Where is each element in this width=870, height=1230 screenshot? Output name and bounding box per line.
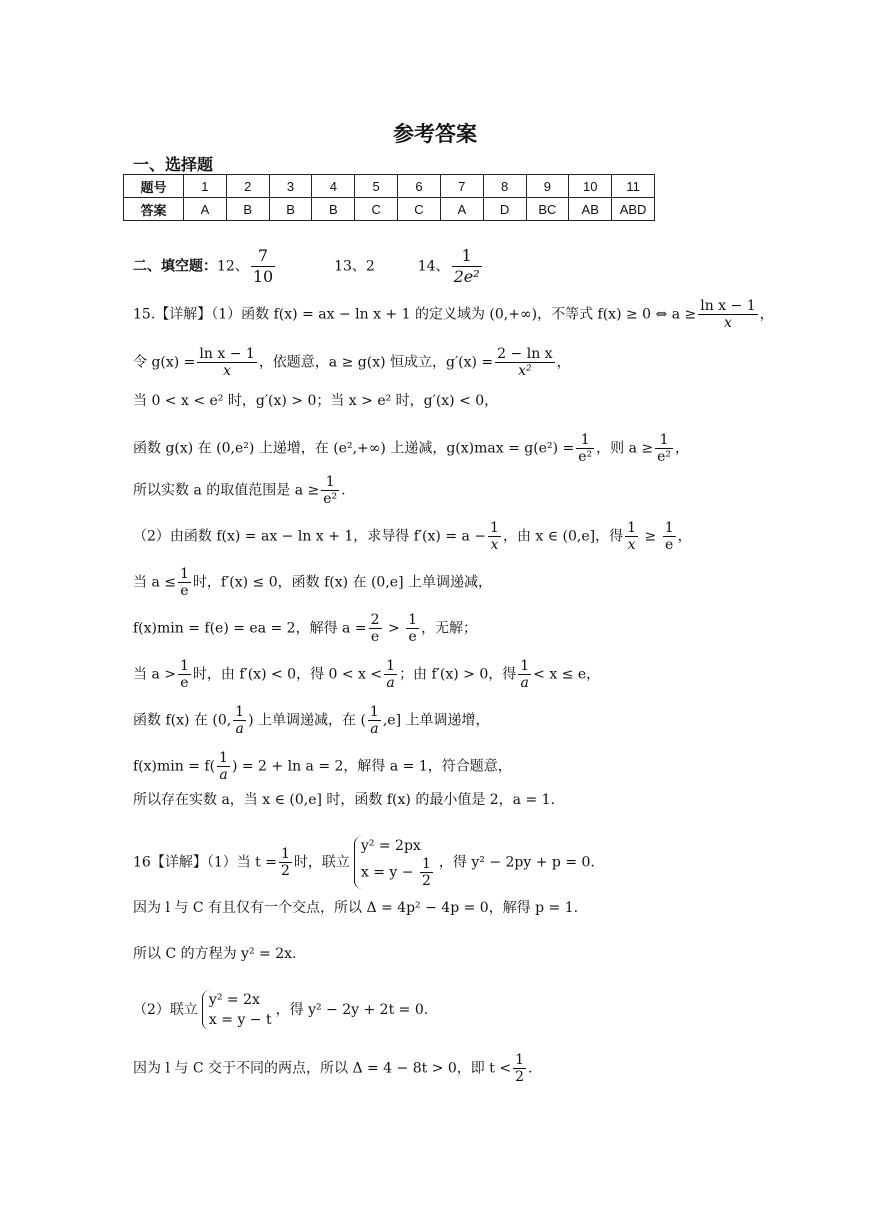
- fraction: $\frac{1}{e}$: [179, 658, 189, 691]
- q14-label: 14、: [417, 258, 450, 275]
- page-title: 参考答案: [393, 121, 477, 146]
- table-cell: 11: [612, 175, 655, 198]
- q12-fraction: $\frac{7}{10}$: [252, 246, 274, 286]
- table-cell: 5: [355, 175, 398, 198]
- table-cell: 4: [312, 175, 355, 198]
- fraction: $\frac{1}{a}$: [235, 704, 245, 737]
- equation-system: y² = 2x x = y − t: [202, 990, 272, 1030]
- q15-line-1: 15.【详解】（1）函数 f(x) = ax − ln x + 1 的定义域为 (0,+∞)，不等式 f(x) ≥ 0 ⇔ a ≥ $\frac{\text{ln x − 1}}{x}$ ，: [133, 298, 774, 331]
- fraction: $\frac{1}{2}$: [280, 846, 290, 879]
- q15-line-10: 函数 f(x) 在 (0, $\frac{1}{a}$ ) 上单调递减，在 ( $\frac{1}{a}$ ,e] 上单调递增，: [133, 704, 490, 737]
- row-label: 答案: [124, 198, 184, 221]
- q12-label: 12、: [217, 258, 249, 275]
- table-cell: 2: [226, 175, 269, 198]
- fraction: $\frac{\text{2 − ln x}}{\text{x²}}$: [497, 346, 553, 379]
- table-cell: B: [226, 198, 269, 221]
- table-cell: 8: [483, 175, 526, 198]
- fraction: $\frac{2}{e}$: [370, 612, 380, 645]
- q16-line-1: 16【详解】（1）当 t = $\frac{1}{2}$ 时，联立 y² = 2px x = y − $\frac{1}{2}$ ，得 y² − 2py + p = 0.: [133, 838, 595, 889]
- q15-line-6: （2）由函数 f(x) = ax − ln x + 1，求导得 f′(x) = a − $\frac{1}{x}$ ，由 x ∈ (0,e]，得 $\frac{1}{x}$ ≥ $\frac{1}{e}$ ，: [133, 520, 692, 553]
- fraction: $\frac{\text{ln x − 1}}{x}$: [700, 298, 756, 331]
- table-cell: 7: [440, 175, 483, 198]
- q15-line-3: 当 0 < x < e² 时，g′(x) > 0；当 x > e² 时，g′(x) < 0，: [133, 393, 499, 409]
- table-cell: B: [269, 198, 312, 221]
- fraction: $\frac{1}{x}$: [490, 520, 499, 553]
- q14-fraction: $\frac{1}{\text{2e²}}$: [453, 246, 480, 286]
- fraction: $\frac{1}{\text{e²}}$: [578, 432, 593, 465]
- q16-line-3: 所以 C 的方程为 y² = 2x.: [133, 946, 297, 962]
- table-cell: BC: [526, 198, 569, 221]
- table-row-answers: [124, 198, 655, 221]
- table-cell: A: [184, 198, 227, 221]
- table-cell: 9: [526, 175, 569, 198]
- fraction: $\frac{1}{e}$: [179, 566, 189, 599]
- table-cell: D: [483, 198, 526, 221]
- section-heading-fill: 二、填空题：: [133, 258, 217, 275]
- fraction: $\frac{1}{a}$: [520, 658, 530, 691]
- q15-line-7: 当 a ≤ $\frac{1}{e}$ 时，f′(x) ≤ 0，函数 f(x) 在 (0,e] 上单调递减，: [133, 566, 492, 599]
- q15-line-12: 所以存在实数 a，当 x ∈ (0,e] 时，函数 f(x) 的最小值是 2，a = 1.: [133, 792, 556, 808]
- q13-answer: 13、2: [334, 258, 375, 275]
- table-cell: ABD: [612, 198, 655, 221]
- answer-table: [123, 174, 655, 221]
- fraction: $\frac{1}{\text{e²}}$: [657, 432, 672, 465]
- section-heading-choice: 一、选择题: [133, 155, 214, 174]
- fraction: $\frac{1}{a}$: [219, 750, 228, 783]
- fraction: $\frac{1}{2}$: [421, 856, 431, 889]
- fraction: $\frac{1}{e}$: [408, 612, 418, 645]
- table-cell: AB: [569, 198, 612, 221]
- fraction: $\frac{1}{2}$: [515, 1052, 524, 1085]
- q15-line-8: f(x)min = f(e) = ea = 2，解得 a = $\frac{2}{e}$ > $\frac{1}{e}$ ，无解；: [133, 612, 478, 645]
- q15-line-5: 所以实数 a 的取值范围是 a ≥ $\frac{1}{\text{e²}}$ .: [133, 474, 346, 507]
- table-cell: 3: [269, 175, 312, 198]
- q16-line-4: （2）联立 y² = 2x x = y − t ，得 y² − 2y + 2t = 0.: [133, 992, 429, 1028]
- table-cell: 1: [184, 175, 227, 198]
- table-row-numbers: [124, 175, 655, 198]
- q16-line-5: 因为 l 与 C 交于不同的两点，所以 Δ = 4 − 8t > 0，即 t < $\frac{1}{2}$ .: [133, 1052, 533, 1085]
- q15-line-9: 当 a > $\frac{1}{e}$ 时，由 f′(x) < 0，得 0 < x < $\frac{1}{a}$ ；由 f′(x) > 0，得 $\frac{1}{a}$ < x ≤ e，: [133, 658, 601, 691]
- equation-system: y² = 2px x = y − $\frac{1}{2}$: [354, 836, 435, 889]
- table-cell: A: [440, 198, 483, 221]
- q16-line-2: 因为 l 与 C 有且仅有一个交点，所以 Δ = 4p² − 4p = 0，解得 p = 1.: [133, 900, 579, 916]
- fraction: $\frac{1}{\text{e²}}$: [323, 474, 338, 507]
- fraction: $\frac{1}{x}$: [627, 520, 637, 553]
- table-cell: C: [398, 198, 441, 221]
- table-cell: C: [355, 198, 398, 221]
- q15-line-2: 令 g(x) = $\frac{\text{ln x − 1}}{x}$ ，依题意，a ≥ g(x) 恒成立，g′(x) = $\frac{\text{2 − ln x}}{\text{x²}}$ ，: [133, 346, 571, 379]
- fill-in-answers: [133, 246, 484, 287]
- table-cell: B: [312, 198, 355, 221]
- table-cell: 10: [569, 175, 612, 198]
- table-cell: 6: [398, 175, 441, 198]
- fraction: $\frac{1}{e}$: [664, 520, 674, 553]
- fraction: $\frac{1}{a}$: [386, 658, 396, 691]
- q15-line-4: 函数 g(x) 在 (0,e²) 上递增，在 (e²,+∞) 上递减，g(x)max = g(e²) = $\frac{1}{\text{e²}}$ ，则 a ≥ $\frac{1}{\text{e²}}$ ，: [133, 432, 690, 465]
- q15-line-11: f(x)min = f( $\frac{1}{a}$ ) = 2 + ln a = 2，解得 a = 1，符合题意，: [133, 750, 512, 783]
- fraction: $\frac{1}{a}$: [369, 704, 379, 737]
- row-label: 题号: [124, 175, 184, 198]
- fraction: $\frac{\text{ln x − 1}}{x}$: [199, 346, 255, 379]
